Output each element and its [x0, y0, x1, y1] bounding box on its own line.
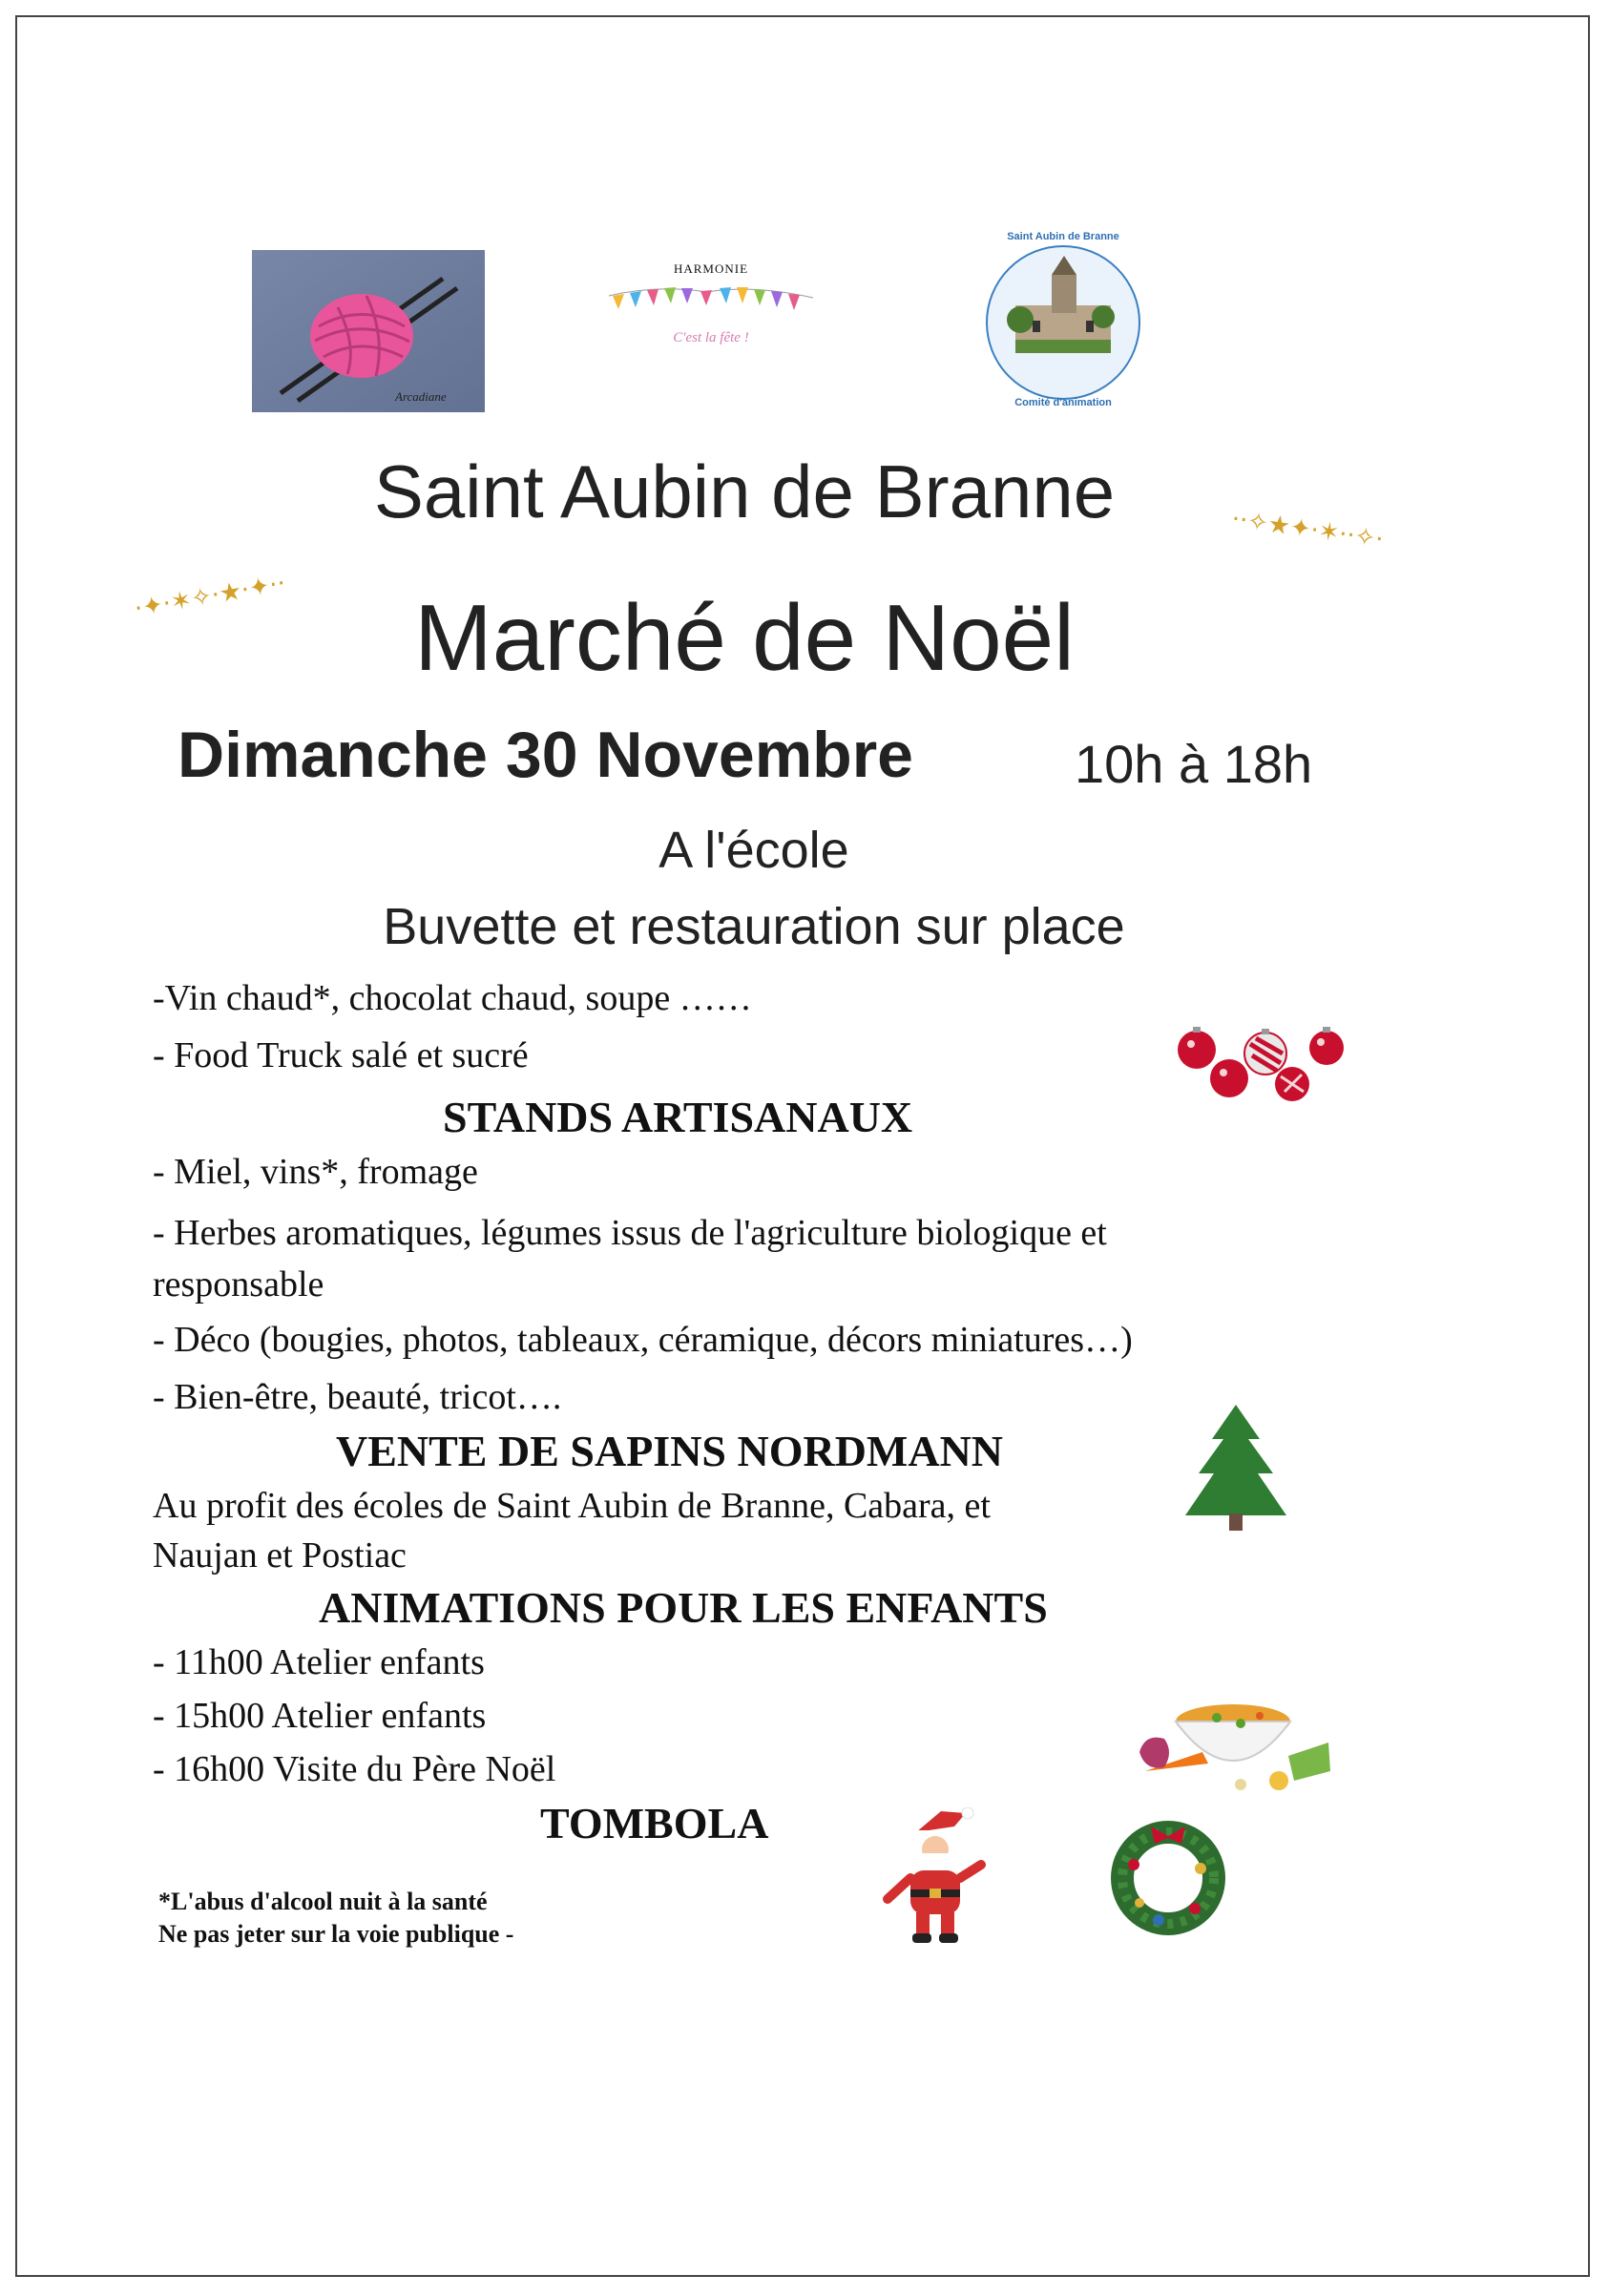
bunting-icon — [601, 277, 821, 324]
santa-icon — [878, 1807, 993, 1951]
sapins-line: Naujan et Postiac — [153, 1535, 407, 1576]
stands-item: - Herbes aromatiques, légumes issus de l'agriculture biologique et — [153, 1213, 1107, 1253]
comite-top-label: Saint Aubin de Branne — [1007, 231, 1119, 242]
food-item: - Food Truck salé et sucré — [153, 1035, 529, 1075]
harmonie-name: HARMONIE — [673, 261, 749, 276]
animations-heading: ANIMATIONS POUR LES ENFANTS — [319, 1583, 1048, 1632]
sapins-heading: VENTE DE SAPINS NORDMANN — [336, 1427, 1004, 1475]
event-date: Dimanche 30 Novembre — [178, 719, 913, 791]
animations-item: - 15h00 Atelier enfants — [153, 1696, 487, 1736]
sparkle-icon: ··✧★✦·✶··✧· — [1229, 505, 1386, 554]
event-time: 10h à 18h — [1075, 734, 1313, 794]
food-title: Buvette et restauration sur place — [383, 898, 1125, 955]
animations-item: - 11h00 Atelier enfants — [153, 1642, 485, 1682]
tombola-heading: TOMBOLA — [540, 1799, 769, 1847]
sapins-line: Au profit des écoles de Saint Aubin de Branne, Cabara, et — [153, 1486, 991, 1526]
soup-icon — [1126, 1685, 1336, 1800]
footnote: Ne pas jeter sur la voie publique - — [158, 1920, 514, 1948]
sparkle-icon: ·✦·✶✧·★·✦·· — [132, 569, 288, 624]
comite-bottom-label: Comité d'animation — [1014, 397, 1112, 408]
event-place: A l'école — [658, 822, 849, 879]
stands-item: responsable — [153, 1264, 324, 1305]
harmonie-logo — [601, 258, 821, 401]
stands-item: - Miel, vins*, fromage — [153, 1152, 478, 1192]
ornaments-icon — [1170, 1015, 1351, 1111]
wreath-icon — [1101, 1807, 1235, 1941]
food-item: -Vin chaud*, chocolat chaud, soupe …… — [153, 978, 752, 1018]
harmonie-tagline: C'est la fête ! — [673, 330, 749, 345]
animations-item: - 16h00 Visite du Père Noël — [153, 1749, 556, 1789]
knitting-logo — [252, 250, 485, 412]
comite-logo — [977, 229, 1149, 416]
stands-heading: STANDS ARTISANAUX — [443, 1093, 913, 1141]
event-title: Marché de Noël — [414, 585, 1075, 690]
footnote: *L'abus d'alcool nuit à la santé — [158, 1888, 488, 1915]
village-title: Saint Aubin de Branne — [373, 449, 1116, 533]
knitting-signature: Arcadiane — [395, 389, 447, 404]
stands-item: - Bien-être, beauté, tricot…. — [153, 1377, 562, 1417]
fir-tree-icon — [1174, 1401, 1298, 1534]
stands-item: - Déco (bougies, photos, tableaux, céramique, décors miniatures…) — [153, 1320, 1133, 1360]
